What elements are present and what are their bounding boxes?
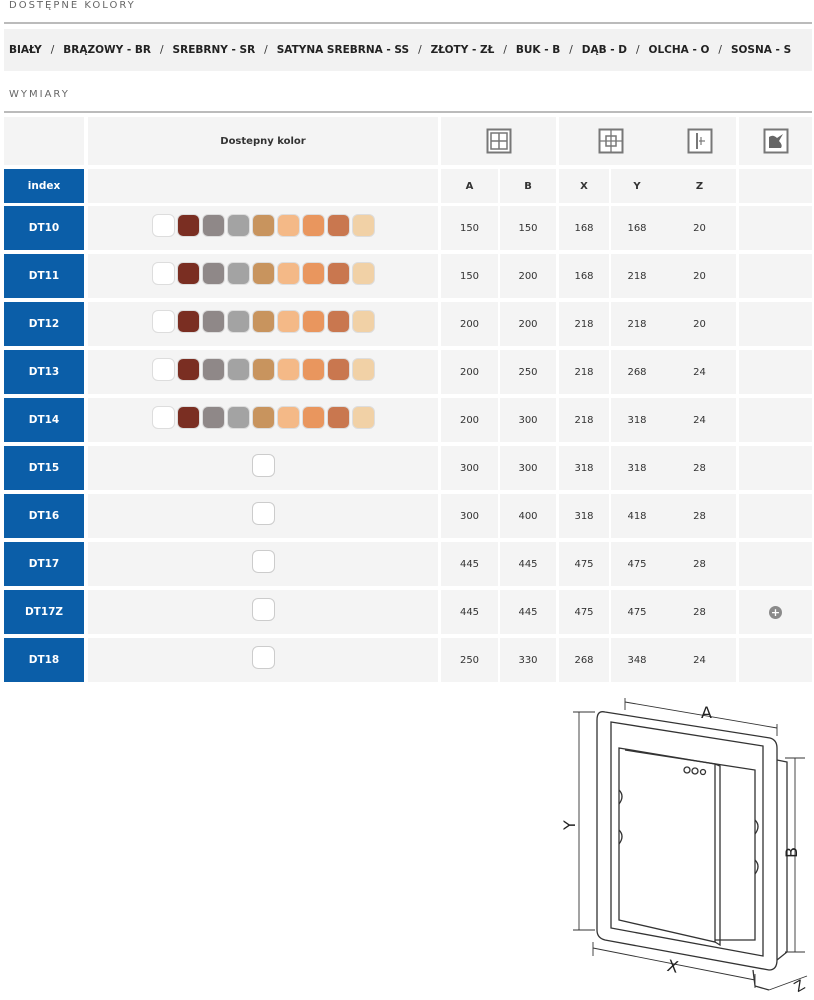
extra-cell <box>739 254 812 298</box>
color-separator: / <box>160 44 164 56</box>
color-swatch <box>227 310 250 333</box>
dimension-z: 20 <box>663 254 736 298</box>
plus-circle-icon[interactable]: + <box>770 605 781 619</box>
table-column-labels-row <box>4 169 812 203</box>
color-option: BUK - B <box>515 44 561 56</box>
dimension-b: 330 <box>500 638 556 682</box>
dimension-x: 268 <box>559 638 609 682</box>
dimension-b: 300 <box>500 398 556 442</box>
product-index: DT15 <box>4 446 84 490</box>
dimension-y: 318 <box>611 398 663 442</box>
color-swatch <box>302 214 325 237</box>
dimension-a: 150 <box>441 254 498 298</box>
dimension-z: 28 <box>663 494 736 538</box>
dimension-y: 268 <box>611 350 663 394</box>
color-swatch <box>302 262 325 285</box>
dimension-a: 445 <box>441 542 498 586</box>
product-index: DT11 <box>4 254 84 298</box>
inner-frame-icon <box>441 117 556 165</box>
dimension-b: 300 <box>500 446 556 490</box>
available-colors-list <box>4 29 812 71</box>
table-row <box>4 254 812 298</box>
dimension-label-b: B <box>782 847 801 858</box>
color-swatch <box>227 406 250 429</box>
corner-icon <box>739 117 812 165</box>
dimension-x: 318 <box>559 494 609 538</box>
table-row <box>4 542 812 586</box>
dimension-b: 250 <box>500 350 556 394</box>
dimension-z: 20 <box>663 206 736 250</box>
color-swatch <box>227 358 250 381</box>
product-index: DT14 <box>4 398 84 442</box>
dimension-b: 200 <box>500 302 556 346</box>
color-swatch-white <box>252 502 275 525</box>
table-row <box>4 206 812 250</box>
dimension-x: 168 <box>559 206 609 250</box>
extra-cell <box>739 206 812 250</box>
color-separator: / <box>264 44 268 56</box>
color-swatch <box>252 310 275 333</box>
extra-cell <box>739 302 812 346</box>
color-swatch <box>252 262 275 285</box>
dimension-b: 400 <box>500 494 556 538</box>
available-colors-cell <box>88 254 438 298</box>
color-option: SOSNA - S <box>730 44 792 56</box>
dimension-y: 348 <box>611 638 663 682</box>
dimension-z: 24 <box>663 350 736 394</box>
dimension-x: 318 <box>559 446 609 490</box>
dimension-y: 475 <box>611 590 663 634</box>
extra-cell <box>739 542 812 586</box>
header-empty-cell <box>4 117 84 165</box>
dimension-z: 28 <box>663 542 736 586</box>
color-swatch-group <box>152 406 375 429</box>
dimension-x: 218 <box>559 398 609 442</box>
color-option: BRĄZOWY - BR <box>63 44 151 56</box>
product-index: DT18 <box>4 638 84 682</box>
color-option: ZŁOTY - ZŁ <box>430 44 495 56</box>
extra-cell <box>739 350 812 394</box>
dimension-b: 445 <box>500 542 556 586</box>
available-colors-cell <box>88 494 438 538</box>
color-swatch <box>327 358 350 381</box>
color-swatch <box>302 310 325 333</box>
color-swatch <box>327 310 350 333</box>
color-swatch <box>177 358 200 381</box>
color-swatch <box>277 262 300 285</box>
table-row <box>4 494 812 538</box>
available-colors-cell <box>88 638 438 682</box>
dimension-a: 300 <box>441 494 498 538</box>
color-swatch-group <box>152 310 375 333</box>
table-row <box>4 398 812 442</box>
color-swatch <box>252 214 275 237</box>
color-swatch-group <box>152 358 375 381</box>
color-option: SATYNA SREBRNA - SS <box>276 44 410 56</box>
dimension-a: 150 <box>441 206 498 250</box>
color-swatch <box>177 214 200 237</box>
product-index: DT17Z <box>4 590 84 634</box>
color-swatch <box>352 406 375 429</box>
color-swatch <box>177 262 200 285</box>
color-swatch-group <box>152 262 375 285</box>
table-row <box>4 638 812 682</box>
product-dimension-drawing <box>555 690 814 1000</box>
color-swatch <box>227 214 250 237</box>
available-colors-cell <box>88 302 438 346</box>
color-swatch <box>327 406 350 429</box>
available-colors-cell <box>88 542 438 586</box>
color-swatch <box>152 406 175 429</box>
outer-frame-icon <box>559 117 663 165</box>
table-row <box>4 446 812 490</box>
color-swatch <box>277 214 300 237</box>
available-colors-cell <box>88 350 438 394</box>
dimension-y: 418 <box>611 494 663 538</box>
color-option: SREBRNY - SR <box>172 44 256 56</box>
color-swatch-white <box>252 550 275 573</box>
color-swatch <box>177 310 200 333</box>
available-colors-cell <box>88 590 438 634</box>
dimension-a: 200 <box>441 350 498 394</box>
dimension-z: 24 <box>663 638 736 682</box>
dimension-y: 168 <box>611 206 663 250</box>
extra-cell <box>739 446 812 490</box>
color-swatch <box>252 406 275 429</box>
color-swatch <box>227 262 250 285</box>
dimension-y: 318 <box>611 446 663 490</box>
color-separator: / <box>503 44 507 56</box>
dimension-z: 20 <box>663 302 736 346</box>
color-swatch-group <box>152 214 375 237</box>
color-swatch <box>152 358 175 381</box>
dimension-label-z: Z <box>791 977 809 996</box>
color-separator: / <box>636 44 640 56</box>
color-swatch <box>302 406 325 429</box>
dimension-x: 168 <box>559 254 609 298</box>
column-label-z: Z <box>663 169 736 203</box>
dimension-z: 24 <box>663 398 736 442</box>
column-label-a: A <box>441 169 498 203</box>
extra-cell <box>739 638 812 682</box>
dimension-label-a: A <box>701 703 712 722</box>
color-swatch <box>302 358 325 381</box>
extra-cell <box>739 494 812 538</box>
color-swatch <box>152 262 175 285</box>
dimension-b: 150 <box>500 206 556 250</box>
dimension-x: 475 <box>559 542 609 586</box>
column-label-y: Y <box>611 169 663 203</box>
color-separator: / <box>718 44 722 56</box>
color-column-empty <box>88 169 438 203</box>
dimension-a: 445 <box>441 590 498 634</box>
product-index: DT10 <box>4 206 84 250</box>
product-index: DT16 <box>4 494 84 538</box>
index-column-label: index <box>4 169 84 203</box>
dimension-label-x: X <box>665 955 681 977</box>
extra-column-empty <box>739 169 812 203</box>
dimension-label-y: Y <box>560 820 579 830</box>
column-label-b: B <box>500 169 556 203</box>
available-colors-cell <box>88 398 438 442</box>
colors-section-title: DOSTĘPNE KOLORY <box>9 0 136 11</box>
dimension-a: 200 <box>441 302 498 346</box>
dimension-a: 200 <box>441 398 498 442</box>
dimensions-section-title: WYMIARY <box>9 89 70 100</box>
header-color-label: Dostepny kolor <box>88 117 438 165</box>
product-index: DT13 <box>4 350 84 394</box>
product-index: DT12 <box>4 302 84 346</box>
color-swatch <box>202 262 225 285</box>
color-swatch <box>327 262 350 285</box>
color-swatch <box>352 358 375 381</box>
color-swatch <box>202 310 225 333</box>
color-separator: / <box>569 44 573 56</box>
extra-cell <box>739 398 812 442</box>
color-option: BIAŁY <box>9 44 42 56</box>
color-swatch <box>152 310 175 333</box>
section-divider <box>4 22 812 24</box>
table-header-row <box>4 117 812 165</box>
table-row <box>4 302 812 346</box>
table-row <box>4 350 812 394</box>
color-option: OLCHA - O <box>648 44 710 56</box>
color-option: DĄB - D <box>581 44 627 56</box>
color-swatch <box>152 214 175 237</box>
color-swatch <box>277 358 300 381</box>
available-colors-cell <box>88 446 438 490</box>
dimension-z: 28 <box>663 446 736 490</box>
color-swatch-white <box>252 454 275 477</box>
color-swatch <box>202 214 225 237</box>
table-row <box>4 590 812 634</box>
color-swatch <box>352 310 375 333</box>
available-colors-cell <box>88 206 438 250</box>
color-swatch <box>202 358 225 381</box>
color-swatch <box>352 214 375 237</box>
dimension-x: 475 <box>559 590 609 634</box>
section-divider <box>4 111 812 113</box>
color-swatch <box>252 358 275 381</box>
dimension-z: 28 <box>663 590 736 634</box>
dimension-b: 200 <box>500 254 556 298</box>
extra-cell <box>739 590 812 634</box>
dimension-y: 475 <box>611 542 663 586</box>
column-label-x: X <box>559 169 609 203</box>
color-swatch-white <box>252 646 275 669</box>
depth-icon <box>663 117 736 165</box>
color-swatch <box>352 262 375 285</box>
color-swatch <box>277 310 300 333</box>
dimension-b: 445 <box>500 590 556 634</box>
product-index: DT17 <box>4 542 84 586</box>
color-separator: / <box>418 44 422 56</box>
dimension-x: 218 <box>559 350 609 394</box>
color-swatch <box>177 406 200 429</box>
color-swatch <box>327 214 350 237</box>
color-swatch <box>202 406 225 429</box>
dimension-y: 218 <box>611 254 663 298</box>
dimension-x: 218 <box>559 302 609 346</box>
dimension-y: 218 <box>611 302 663 346</box>
color-swatch-white <box>252 598 275 621</box>
color-separator: / <box>50 44 55 56</box>
dimension-a: 300 <box>441 446 498 490</box>
color-swatch <box>277 406 300 429</box>
dimension-a: 250 <box>441 638 498 682</box>
